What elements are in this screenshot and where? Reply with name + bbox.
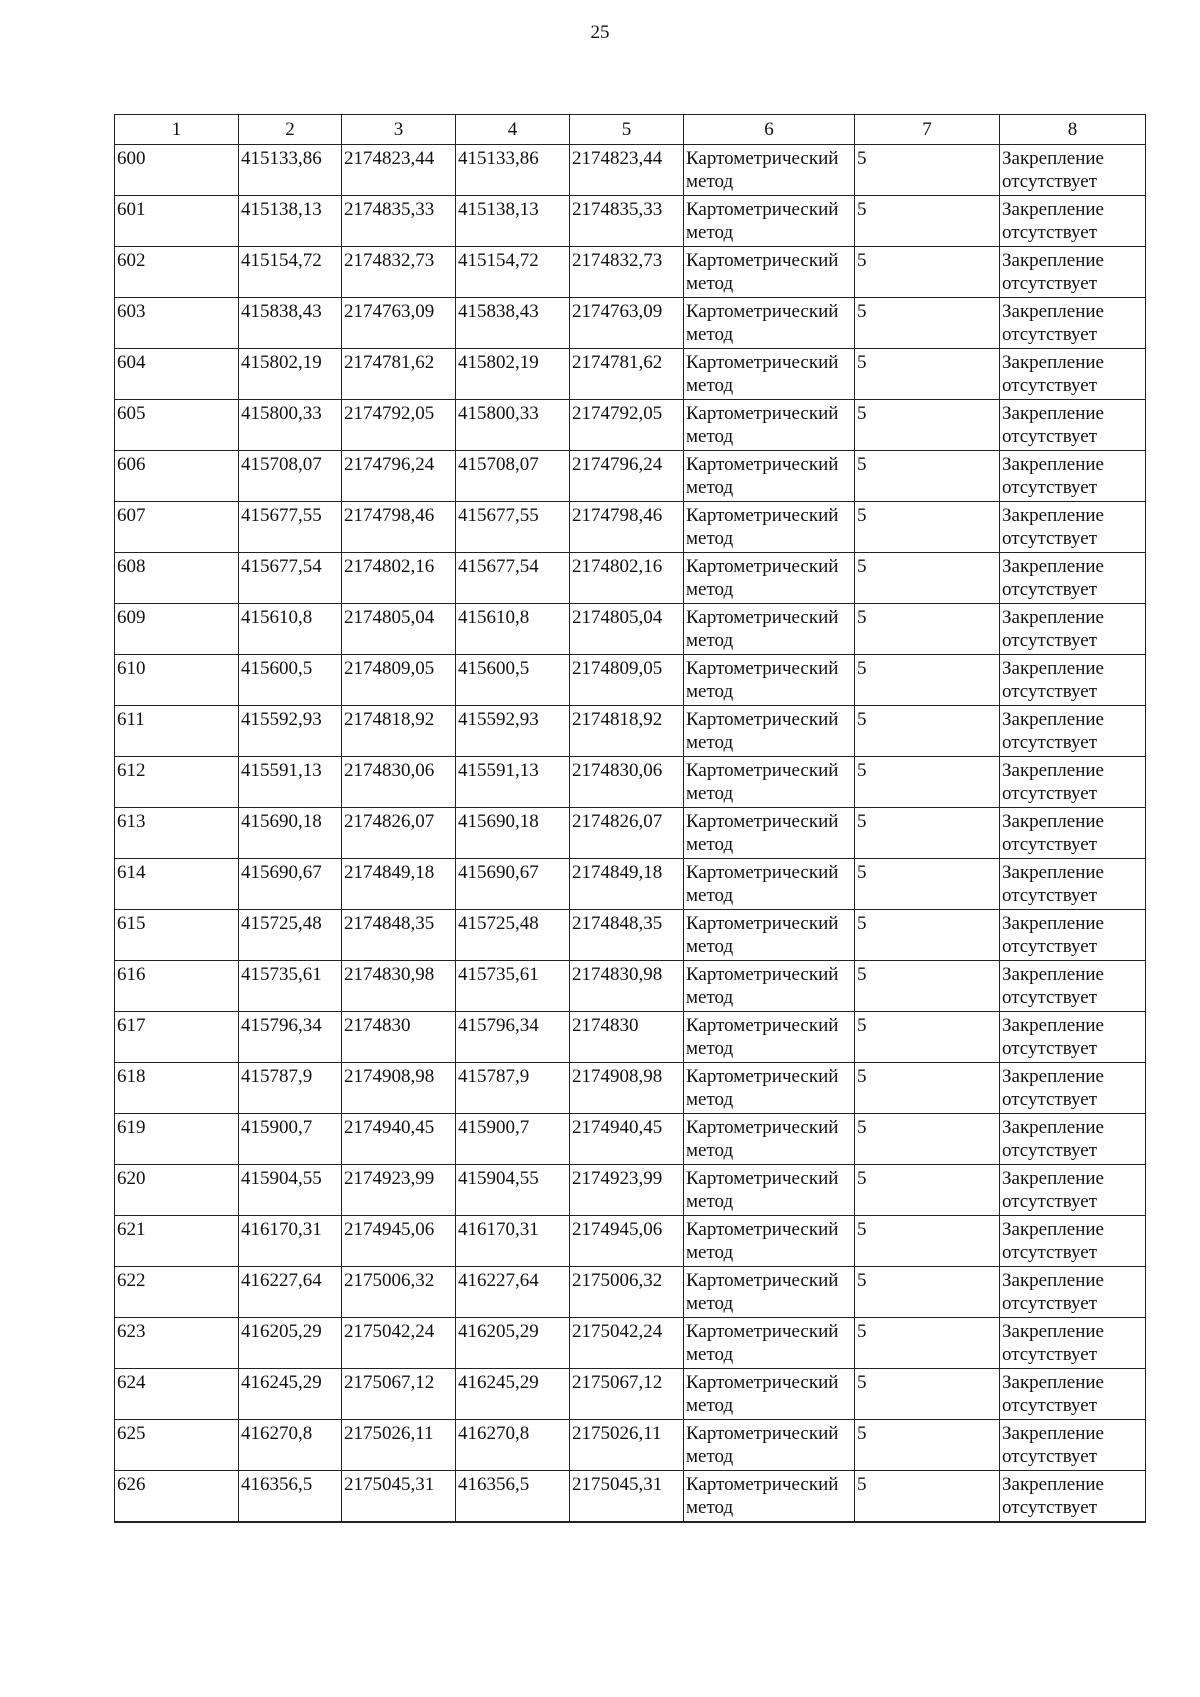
accuracy-cell: 5 bbox=[855, 1063, 1000, 1114]
fixation-cell: Закрепление отсутствует bbox=[1000, 553, 1146, 604]
method-cell: Картометрический метод bbox=[684, 604, 855, 655]
fixation-cell: Закрепление отсутствует bbox=[1000, 349, 1146, 400]
column-header: 8 bbox=[1000, 115, 1146, 145]
y-old-cell: 2174830,98 bbox=[342, 961, 456, 1012]
method-cell: Картометрический метод bbox=[684, 1369, 855, 1420]
y-new-cell: 2174796,24 bbox=[570, 451, 684, 502]
accuracy-cell: 5 bbox=[855, 502, 1000, 553]
y-old-cell: 2174848,35 bbox=[342, 910, 456, 961]
table-row bbox=[115, 1165, 1146, 1216]
point-number-cell: 614 bbox=[115, 859, 239, 910]
y-new-cell: 2174945,06 bbox=[570, 1216, 684, 1267]
x-old-cell: 415800,33 bbox=[239, 400, 342, 451]
point-number-cell: 626 bbox=[115, 1471, 239, 1522]
accuracy-cell: 5 bbox=[855, 910, 1000, 961]
column-header: 2 bbox=[239, 115, 342, 145]
fixation-cell: Закрепление отсутствует bbox=[1000, 247, 1146, 298]
table-row bbox=[115, 1318, 1146, 1369]
method-cell: Картометрический метод bbox=[684, 145, 855, 196]
y-new-cell: 2175067,12 bbox=[570, 1369, 684, 1420]
table-row bbox=[115, 1216, 1146, 1267]
point-number-cell: 619 bbox=[115, 1114, 239, 1165]
y-new-cell: 2174830,06 bbox=[570, 757, 684, 808]
point-number-cell: 615 bbox=[115, 910, 239, 961]
point-number-cell: 602 bbox=[115, 247, 239, 298]
fixation-cell: Закрепление отсутствует bbox=[1000, 1267, 1146, 1318]
table-row bbox=[115, 1420, 1146, 1471]
method-cell: Картометрический метод bbox=[684, 1012, 855, 1063]
column-header: 3 bbox=[342, 115, 456, 145]
y-new-cell: 2174781,62 bbox=[570, 349, 684, 400]
method-cell: Картометрический метод bbox=[684, 553, 855, 604]
table-body bbox=[115, 145, 1146, 1522]
accuracy-cell: 5 bbox=[855, 859, 1000, 910]
method-cell: Картометрический метод bbox=[684, 1267, 855, 1318]
x-old-cell: 415708,07 bbox=[239, 451, 342, 502]
point-number-cell: 607 bbox=[115, 502, 239, 553]
table-row bbox=[115, 1063, 1146, 1114]
y-new-cell: 2174798,46 bbox=[570, 502, 684, 553]
x-new-cell: 415138,13 bbox=[456, 196, 570, 247]
y-old-cell: 2174763,09 bbox=[342, 298, 456, 349]
point-number-cell: 624 bbox=[115, 1369, 239, 1420]
x-old-cell: 415677,54 bbox=[239, 553, 342, 604]
table-row bbox=[115, 502, 1146, 553]
x-new-cell: 415133,86 bbox=[456, 145, 570, 196]
x-new-cell: 415838,43 bbox=[456, 298, 570, 349]
x-old-cell: 415600,5 bbox=[239, 655, 342, 706]
x-old-cell: 415690,18 bbox=[239, 808, 342, 859]
point-number-cell: 621 bbox=[115, 1216, 239, 1267]
y-old-cell: 2174798,46 bbox=[342, 502, 456, 553]
x-old-cell: 415677,55 bbox=[239, 502, 342, 553]
table-row bbox=[115, 247, 1146, 298]
y-old-cell: 2174781,62 bbox=[342, 349, 456, 400]
y-new-cell: 2174848,35 bbox=[570, 910, 684, 961]
column-header: 1 bbox=[115, 115, 239, 145]
accuracy-cell: 5 bbox=[855, 1369, 1000, 1420]
y-new-cell: 2174830,98 bbox=[570, 961, 684, 1012]
y-old-cell: 2174835,33 bbox=[342, 196, 456, 247]
x-old-cell: 415610,8 bbox=[239, 604, 342, 655]
y-new-cell: 2174802,16 bbox=[570, 553, 684, 604]
point-number-cell: 613 bbox=[115, 808, 239, 859]
y-old-cell: 2174802,16 bbox=[342, 553, 456, 604]
point-number-cell: 603 bbox=[115, 298, 239, 349]
point-number-cell: 622 bbox=[115, 1267, 239, 1318]
fixation-cell: Закрепление отсутствует bbox=[1000, 1318, 1146, 1369]
y-new-cell: 2174940,45 bbox=[570, 1114, 684, 1165]
fixation-cell: Закрепление отсутствует bbox=[1000, 859, 1146, 910]
point-number-cell: 609 bbox=[115, 604, 239, 655]
point-number-cell: 618 bbox=[115, 1063, 239, 1114]
accuracy-cell: 5 bbox=[855, 1318, 1000, 1369]
fixation-cell: Закрепление отсутствует bbox=[1000, 298, 1146, 349]
x-new-cell: 415708,07 bbox=[456, 451, 570, 502]
point-number-cell: 611 bbox=[115, 706, 239, 757]
x-old-cell: 416356,5 bbox=[239, 1471, 342, 1522]
y-old-cell: 2174796,24 bbox=[342, 451, 456, 502]
y-new-cell: 2174792,05 bbox=[570, 400, 684, 451]
x-new-cell: 415690,67 bbox=[456, 859, 570, 910]
x-new-cell: 415592,93 bbox=[456, 706, 570, 757]
y-new-cell: 2174823,44 bbox=[570, 145, 684, 196]
point-number-cell: 620 bbox=[115, 1165, 239, 1216]
accuracy-cell: 5 bbox=[855, 961, 1000, 1012]
point-number-cell: 623 bbox=[115, 1318, 239, 1369]
table-row bbox=[115, 910, 1146, 961]
method-cell: Картометрический метод bbox=[684, 298, 855, 349]
accuracy-cell: 5 bbox=[855, 196, 1000, 247]
accuracy-cell: 5 bbox=[855, 553, 1000, 604]
x-new-cell: 415800,33 bbox=[456, 400, 570, 451]
y-new-cell: 2175006,32 bbox=[570, 1267, 684, 1318]
y-new-cell: 2175026,11 bbox=[570, 1420, 684, 1471]
method-cell: Картометрический метод bbox=[684, 1471, 855, 1522]
y-old-cell: 2174923,99 bbox=[342, 1165, 456, 1216]
table-row bbox=[115, 298, 1146, 349]
x-old-cell: 415735,61 bbox=[239, 961, 342, 1012]
x-new-cell: 415900,7 bbox=[456, 1114, 570, 1165]
y-old-cell: 2175067,12 bbox=[342, 1369, 456, 1420]
table-row bbox=[115, 859, 1146, 910]
x-new-cell: 415610,8 bbox=[456, 604, 570, 655]
y-new-cell: 2174830 bbox=[570, 1012, 684, 1063]
column-header: 5 bbox=[570, 115, 684, 145]
y-old-cell: 2174830,06 bbox=[342, 757, 456, 808]
table-row bbox=[115, 1267, 1146, 1318]
fixation-cell: Закрепление отсутствует bbox=[1000, 502, 1146, 553]
method-cell: Картометрический метод bbox=[684, 1165, 855, 1216]
y-new-cell: 2174835,33 bbox=[570, 196, 684, 247]
table-row bbox=[115, 706, 1146, 757]
table-row bbox=[115, 1012, 1146, 1063]
y-new-cell: 2174818,92 bbox=[570, 706, 684, 757]
x-old-cell: 415838,43 bbox=[239, 298, 342, 349]
y-old-cell: 2174826,07 bbox=[342, 808, 456, 859]
method-cell: Картометрический метод bbox=[684, 1216, 855, 1267]
table-row bbox=[115, 349, 1146, 400]
point-number-cell: 601 bbox=[115, 196, 239, 247]
method-cell: Картометрический метод bbox=[684, 451, 855, 502]
page-number: 25 bbox=[590, 22, 610, 43]
x-new-cell: 415591,13 bbox=[456, 757, 570, 808]
accuracy-cell: 5 bbox=[855, 1267, 1000, 1318]
table-row bbox=[115, 604, 1146, 655]
accuracy-cell: 5 bbox=[855, 145, 1000, 196]
y-old-cell: 2175006,32 bbox=[342, 1267, 456, 1318]
fixation-cell: Закрепление отсутствует bbox=[1000, 1216, 1146, 1267]
fixation-cell: Закрепление отсутствует bbox=[1000, 1114, 1146, 1165]
y-old-cell: 2175045,31 bbox=[342, 1471, 456, 1522]
accuracy-cell: 5 bbox=[855, 298, 1000, 349]
method-cell: Картометрический метод bbox=[684, 196, 855, 247]
x-new-cell: 415904,55 bbox=[456, 1165, 570, 1216]
fixation-cell: Закрепление отсутствует bbox=[1000, 1420, 1146, 1471]
method-cell: Картометрический метод bbox=[684, 502, 855, 553]
y-new-cell: 2174832,73 bbox=[570, 247, 684, 298]
fixation-cell: Закрепление отсутствует bbox=[1000, 706, 1146, 757]
y-new-cell: 2174809,05 bbox=[570, 655, 684, 706]
method-cell: Картометрический метод bbox=[684, 1420, 855, 1471]
table-row bbox=[115, 655, 1146, 706]
y-old-cell: 2174823,44 bbox=[342, 145, 456, 196]
table-row bbox=[115, 145, 1146, 196]
x-new-cell: 415677,55 bbox=[456, 502, 570, 553]
y-new-cell: 2174763,09 bbox=[570, 298, 684, 349]
point-number-cell: 610 bbox=[115, 655, 239, 706]
y-old-cell: 2174940,45 bbox=[342, 1114, 456, 1165]
point-number-cell: 612 bbox=[115, 757, 239, 808]
table-row bbox=[115, 196, 1146, 247]
fixation-cell: Закрепление отсутствует bbox=[1000, 1471, 1146, 1522]
y-old-cell: 2174908,98 bbox=[342, 1063, 456, 1114]
accuracy-cell: 5 bbox=[855, 1420, 1000, 1471]
x-new-cell: 415154,72 bbox=[456, 247, 570, 298]
column-header: 7 bbox=[855, 115, 1000, 145]
fixation-cell: Закрепление отсутствует bbox=[1000, 1165, 1146, 1216]
x-new-cell: 415735,61 bbox=[456, 961, 570, 1012]
accuracy-cell: 5 bbox=[855, 1012, 1000, 1063]
table-row bbox=[115, 1369, 1146, 1420]
y-old-cell: 2174832,73 bbox=[342, 247, 456, 298]
table-row bbox=[115, 808, 1146, 859]
fixation-cell: Закрепление отсутствует bbox=[1000, 145, 1146, 196]
fixation-cell: Закрепление отсутствует bbox=[1000, 1063, 1146, 1114]
method-cell: Картометрический метод bbox=[684, 400, 855, 451]
y-new-cell: 2174826,07 bbox=[570, 808, 684, 859]
x-old-cell: 415592,93 bbox=[239, 706, 342, 757]
x-old-cell: 415725,48 bbox=[239, 910, 342, 961]
x-new-cell: 415787,9 bbox=[456, 1063, 570, 1114]
point-number-cell: 605 bbox=[115, 400, 239, 451]
x-old-cell: 415138,13 bbox=[239, 196, 342, 247]
fixation-cell: Закрепление отсутствует bbox=[1000, 757, 1146, 808]
table-row bbox=[115, 400, 1146, 451]
x-old-cell: 415787,9 bbox=[239, 1063, 342, 1114]
x-new-cell: 416170,31 bbox=[456, 1216, 570, 1267]
accuracy-cell: 5 bbox=[855, 808, 1000, 859]
y-new-cell: 2174849,18 bbox=[570, 859, 684, 910]
x-old-cell: 416205,29 bbox=[239, 1318, 342, 1369]
point-number-cell: 600 bbox=[115, 145, 239, 196]
fixation-cell: Закрепление отсутствует bbox=[1000, 655, 1146, 706]
table-row bbox=[115, 757, 1146, 808]
accuracy-cell: 5 bbox=[855, 1216, 1000, 1267]
method-cell: Картометрический метод bbox=[684, 808, 855, 859]
method-cell: Картометрический метод bbox=[684, 910, 855, 961]
x-old-cell: 415802,19 bbox=[239, 349, 342, 400]
accuracy-cell: 5 bbox=[855, 247, 1000, 298]
table-row bbox=[115, 553, 1146, 604]
fixation-cell: Закрепление отсутствует bbox=[1000, 808, 1146, 859]
x-new-cell: 415725,48 bbox=[456, 910, 570, 961]
fixation-cell: Закрепление отсутствует bbox=[1000, 400, 1146, 451]
x-old-cell: 415796,34 bbox=[239, 1012, 342, 1063]
x-old-cell: 416170,31 bbox=[239, 1216, 342, 1267]
method-cell: Картометрический метод bbox=[684, 859, 855, 910]
x-new-cell: 416245,29 bbox=[456, 1369, 570, 1420]
column-header: 4 bbox=[456, 115, 570, 145]
y-old-cell: 2174849,18 bbox=[342, 859, 456, 910]
method-cell: Картометрический метод bbox=[684, 706, 855, 757]
coordinates-table bbox=[114, 114, 1146, 1523]
method-cell: Картометрический метод bbox=[684, 349, 855, 400]
x-old-cell: 415900,7 bbox=[239, 1114, 342, 1165]
method-cell: Картометрический метод bbox=[684, 1318, 855, 1369]
fixation-cell: Закрепление отсутствует bbox=[1000, 910, 1146, 961]
x-old-cell: 415690,67 bbox=[239, 859, 342, 910]
x-old-cell: 416227,64 bbox=[239, 1267, 342, 1318]
point-number-cell: 604 bbox=[115, 349, 239, 400]
table-header-row bbox=[115, 115, 1146, 145]
accuracy-cell: 5 bbox=[855, 1165, 1000, 1216]
accuracy-cell: 5 bbox=[855, 757, 1000, 808]
accuracy-cell: 5 bbox=[855, 400, 1000, 451]
x-new-cell: 416205,29 bbox=[456, 1318, 570, 1369]
x-new-cell: 415802,19 bbox=[456, 349, 570, 400]
point-number-cell: 606 bbox=[115, 451, 239, 502]
y-old-cell: 2174809,05 bbox=[342, 655, 456, 706]
y-old-cell: 2174818,92 bbox=[342, 706, 456, 757]
y-old-cell: 2175026,11 bbox=[342, 1420, 456, 1471]
accuracy-cell: 5 bbox=[855, 655, 1000, 706]
fixation-cell: Закрепление отсутствует bbox=[1000, 1369, 1146, 1420]
x-old-cell: 415154,72 bbox=[239, 247, 342, 298]
method-cell: Картометрический метод bbox=[684, 247, 855, 298]
fixation-cell: Закрепление отсутствует bbox=[1000, 604, 1146, 655]
accuracy-cell: 5 bbox=[855, 604, 1000, 655]
table-row bbox=[115, 961, 1146, 1012]
x-new-cell: 416356,5 bbox=[456, 1471, 570, 1522]
point-number-cell: 617 bbox=[115, 1012, 239, 1063]
y-new-cell: 2174923,99 bbox=[570, 1165, 684, 1216]
accuracy-cell: 5 bbox=[855, 1471, 1000, 1522]
y-new-cell: 2174908,98 bbox=[570, 1063, 684, 1114]
fixation-cell: Закрепление отсутствует bbox=[1000, 451, 1146, 502]
y-old-cell: 2174830 bbox=[342, 1012, 456, 1063]
point-number-cell: 616 bbox=[115, 961, 239, 1012]
accuracy-cell: 5 bbox=[855, 1114, 1000, 1165]
fixation-cell: Закрепление отсутствует bbox=[1000, 1012, 1146, 1063]
point-number-cell: 608 bbox=[115, 553, 239, 604]
x-old-cell: 415133,86 bbox=[239, 145, 342, 196]
method-cell: Картометрический метод bbox=[684, 655, 855, 706]
x-new-cell: 416227,64 bbox=[456, 1267, 570, 1318]
y-old-cell: 2175042,24 bbox=[342, 1318, 456, 1369]
method-cell: Картометрический метод bbox=[684, 961, 855, 1012]
method-cell: Картометрический метод bbox=[684, 1063, 855, 1114]
y-new-cell: 2174805,04 bbox=[570, 604, 684, 655]
accuracy-cell: 5 bbox=[855, 451, 1000, 502]
y-old-cell: 2174792,05 bbox=[342, 400, 456, 451]
y-old-cell: 2174805,04 bbox=[342, 604, 456, 655]
x-old-cell: 415904,55 bbox=[239, 1165, 342, 1216]
column-header: 6 bbox=[684, 115, 855, 145]
method-cell: Картометрический метод bbox=[684, 1114, 855, 1165]
y-old-cell: 2174945,06 bbox=[342, 1216, 456, 1267]
point-number-cell: 625 bbox=[115, 1420, 239, 1471]
x-new-cell: 415690,18 bbox=[456, 808, 570, 859]
y-new-cell: 2175045,31 bbox=[570, 1471, 684, 1522]
table-row bbox=[115, 451, 1146, 502]
x-old-cell: 416270,8 bbox=[239, 1420, 342, 1471]
fixation-cell: Закрепление отсутствует bbox=[1000, 961, 1146, 1012]
x-new-cell: 415677,54 bbox=[456, 553, 570, 604]
x-new-cell: 416270,8 bbox=[456, 1420, 570, 1471]
table-row bbox=[115, 1471, 1146, 1522]
x-old-cell: 416245,29 bbox=[239, 1369, 342, 1420]
table-row bbox=[115, 1114, 1146, 1165]
fixation-cell: Закрепление отсутствует bbox=[1000, 196, 1146, 247]
accuracy-cell: 5 bbox=[855, 349, 1000, 400]
x-old-cell: 415591,13 bbox=[239, 757, 342, 808]
y-new-cell: 2175042,24 bbox=[570, 1318, 684, 1369]
x-new-cell: 415600,5 bbox=[456, 655, 570, 706]
method-cell: Картометрический метод bbox=[684, 757, 855, 808]
accuracy-cell: 5 bbox=[855, 706, 1000, 757]
x-new-cell: 415796,34 bbox=[456, 1012, 570, 1063]
